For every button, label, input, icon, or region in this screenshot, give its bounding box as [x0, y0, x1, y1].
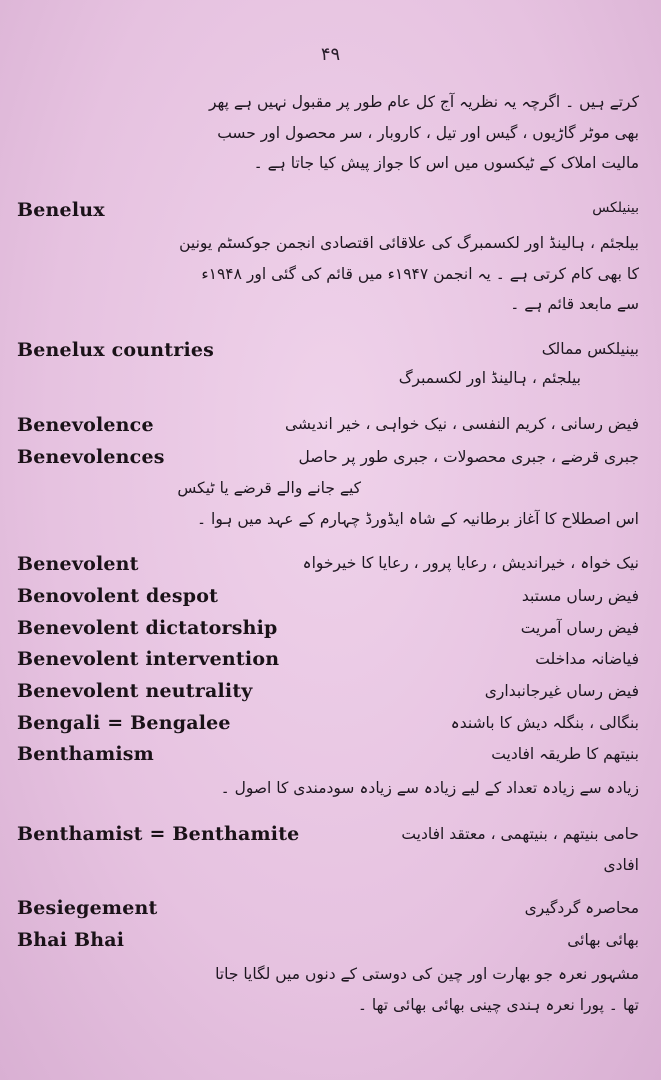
entry-urdu-head: بنگالی ، بنگلہ دیش کا باشندہ: [450, 714, 639, 732]
entry-term: Bengali = Bengalee: [17, 712, 231, 734]
entry-term: Bhai Bhai: [17, 929, 125, 951]
entry-urdu-head: فیض رسانی ، کریم النفسی ، نیک خواہی ، خیر اندیشی: [284, 415, 639, 433]
entry-definition: زیادہ سے زیادہ تعداد کے لیے زیادہ سے زیادہ سودمندی کا اصول ۔: [220, 779, 639, 797]
entry-term: Benevolent neutrality: [17, 680, 253, 702]
entry-term: Benovolent despot: [17, 585, 219, 607]
intro-line: کرتے ہیں ۔ اگرچہ یہ نظریہ آج کل عام طور پر مقبول نہیں ہے پھر: [208, 93, 639, 111]
entry-definition: سے مابعد قائم ہے ۔: [510, 295, 639, 313]
entry-definition: بیلجئم ، ہالینڈ اور لکسمبرگ کی علاقائی اقتصادی انجمن جوکسٹم یونین: [179, 234, 639, 252]
entry-urdu-head: بینیلکس: [592, 200, 639, 216]
entry-term: Benevolent: [17, 553, 139, 575]
entry-term: Benelux countries: [17, 339, 215, 361]
entry-term: Besiegement: [17, 897, 158, 919]
entry-term: Benevolences: [17, 446, 165, 468]
entry-definition: مشہور نعرہ جو بھارت اور چین کی دوستی کے دنوں میں لگایا جاتا: [215, 965, 639, 983]
entry-term: Benevolent dictatorship: [17, 617, 278, 639]
entry-urdu-head: بینیلکس ممالک: [541, 340, 639, 358]
entry-urdu-head: بھائی بھائی: [567, 931, 639, 949]
entry-urdu-head: حامی بنیتھم ، بنیتھمی ، معتقد افادیت: [401, 825, 639, 843]
entry-definition: افادی: [603, 856, 639, 874]
entry-urdu-head: فیاضانہ مداخلت: [535, 650, 639, 668]
entry-urdu-head: بنیتھم کا طریقہ افادیت: [491, 745, 639, 763]
entry-urdu-head: محاصرہ گردگیری: [524, 899, 639, 917]
entry-definition: تھا ۔ پورا نعرہ ہندی چینی بھائی بھائی تھا ۔: [357, 996, 639, 1014]
entry-definition: اس اصطلاح کا آغاز برطانیہ کے شاہ ایڈورڈ چہارم کے عہد میں ہوا ۔: [197, 510, 639, 528]
entry-definition: بیلجئم ، ہالینڈ اور لکسمبرگ: [398, 369, 581, 387]
intro-line: مالیت املاک کے ٹیکسوں میں اس کا جواز پیش کیا جاتا ہے ۔: [253, 154, 639, 172]
intro-line: بھی موٹر گاڑیوں ، گیس اور تیل ، کاروبار ، سر محصول اور حسب: [217, 124, 639, 142]
entry-urdu-head: فیض رساں مستبد: [521, 587, 639, 605]
page-number: ۴۹: [320, 44, 341, 65]
entry-term: Benthamism: [17, 743, 154, 765]
entry-urdu-head: جبری قرضے ، جبری محصولات ، جبری طور پر حاصل: [298, 448, 639, 466]
entry-urdu-head: فیض رساں آمریت: [520, 619, 639, 637]
entry-term: Benelux: [17, 199, 105, 221]
entry-urdu-head: فیض رساں غیرجانبداری: [484, 682, 639, 700]
entry-definition: کیے جانے والے قرضے یا ٹیکس: [177, 479, 361, 497]
entry-term: Benevolent intervention: [17, 648, 280, 670]
entry-definition: کا بھی کام کرتی ہے ۔ یہ انجمن ۱۹۴۷ء میں قائم کی گئی اور ۱۹۴۸ء: [201, 265, 639, 283]
entry-term: Benthamist = Benthamite: [17, 823, 300, 845]
entry-urdu-head: نیک خواہ ، خیراندیش ، رعایا پرور ، رعایا کا خیرخواہ: [302, 554, 639, 572]
entry-term: Benevolence: [17, 414, 154, 436]
